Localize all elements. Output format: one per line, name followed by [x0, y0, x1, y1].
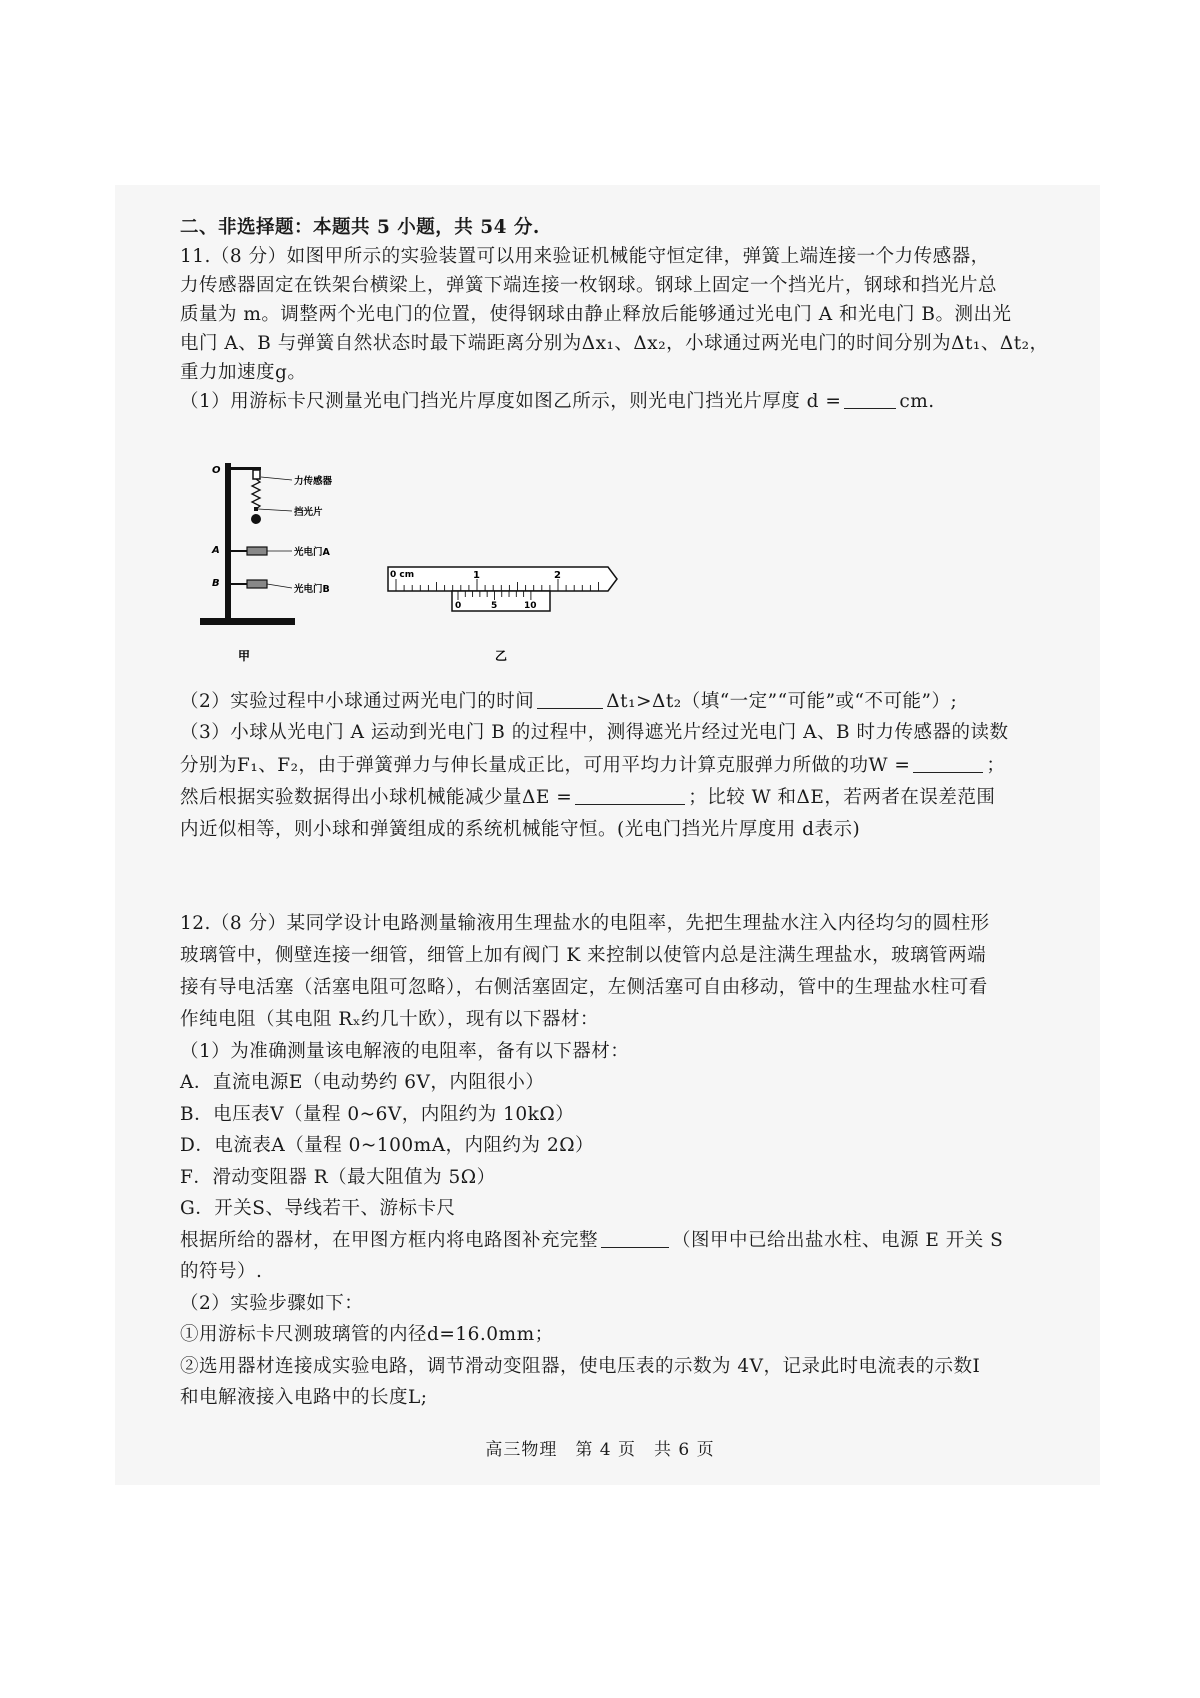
q12-line-5: （1）为准确测量该电解液的电阻率，备有以下器材：: [180, 1041, 630, 1062]
gate-b-shape: [247, 580, 267, 588]
q11-part1: [180, 387, 935, 413]
main-2-label: 2: [554, 570, 561, 581]
label-sensor: 力传感器: [294, 476, 333, 487]
q11-part2: [180, 687, 957, 713]
fig-jia-label: 甲: [238, 649, 251, 663]
stand-pole: [225, 463, 231, 618]
vern-0-label: 0: [455, 601, 462, 611]
gate-a-shape: [247, 547, 267, 555]
label-gate-a: 光电门A: [294, 547, 330, 558]
main-0-label: 0 cm: [390, 570, 415, 580]
q12-equip-g: G．开关S、导线若干、游标卡尺: [180, 1198, 456, 1219]
q11-line-3: 质量为 m。调整两个光电门的位置，使得钢球由静止释放后能够通过光电门 A 和光电门 B。测出光: [180, 304, 1012, 325]
q11-part3-text-2: 分别为F₁、F₂，由于弹簧弹力与伸长量成正比，可用平均力计算克服弹力所做的功W =: [180, 755, 911, 776]
q12-step-1: ①用游标卡尺测玻璃管的内径d=16.0mm；: [180, 1324, 554, 1345]
spring-shape: [252, 479, 260, 509]
q11-part3-line-2: [180, 751, 1005, 777]
vern-5-label: 5: [491, 601, 498, 611]
page-footer: 高三物理 第 4 页 共 6 页: [485, 1440, 715, 1460]
q11-part1-text: （1）用游标卡尺测量光电门挡光片厚度如图乙所示，则光电门挡光片厚度 d =: [180, 391, 842, 412]
main-1-label: 1: [473, 570, 480, 581]
q11-part3-line-1: （3）小球从光电门 A 运动到光电门 B 的过程中，测得遮光片经过光电门 A、B 时力传感器的读数: [180, 722, 1009, 743]
label-A: A: [212, 545, 220, 556]
label-shade: 挡光片: [294, 507, 323, 518]
q12-step-2-cont: 和电解液接入电路中的长度L;: [180, 1387, 428, 1408]
vern-10-label: 10: [524, 601, 537, 611]
q11-line-2: 力传感器固定在铁架台横梁上，弹簧下端连接一枚钢球。钢球上固定一个挡光片，钢球和挡光片总: [180, 275, 998, 296]
q12-equip-d: D．电流表A（量程 0~100mA，内阻约为 2Ω）: [180, 1135, 595, 1156]
stand-base: [200, 618, 295, 625]
label-gate-b: 光电门B: [294, 584, 330, 595]
q11-part3-semicolon: ；: [986, 755, 1006, 776]
q11-part1-unit: cm.: [899, 391, 935, 412]
q12-equip-a: A．直流电源E（电动势约 6V，内阻很小）: [180, 1072, 545, 1093]
answer-blank-time[interactable]: [537, 690, 603, 709]
q12-circuit-text: 根据所给的器材，在甲图方框内将电路图补充完整: [180, 1230, 599, 1251]
label-B: B: [212, 578, 220, 589]
q11-part3-line-3: [180, 783, 995, 809]
figure-area: [200, 455, 650, 670]
q12-equip-f: F．滑动变阻器 R（最大阻值为 5Ω）: [180, 1167, 496, 1188]
answer-blank-circuit[interactable]: [601, 1229, 669, 1248]
q12-steps-title: （2）实验步骤如下：: [180, 1293, 364, 1314]
apparatus-figure: [200, 455, 650, 670]
label-O: O: [212, 465, 221, 476]
q12-circuit-tail: （图甲中已给出盐水柱、电源 E 开关 S: [672, 1230, 1004, 1251]
section-title: 二、非选择题：本题共 5 小题，共 54 分.: [180, 217, 540, 238]
q11-part2-text: （2）实验过程中小球通过两光电门的时间: [180, 691, 535, 712]
q11-part2-tail: Δt₁>Δt₂（填“一定”“可能”或“不可能”）;: [606, 691, 958, 712]
q12-equip-b: B．电压表V（量程 0~6V，内阻约为 10kΩ）: [180, 1104, 575, 1125]
fig-yi-label: 乙: [495, 649, 508, 663]
q12-line-1: 12.（8 分）某同学设计电路测量输液用生理盐水的电阻率，先把生理盐水注入内径均匀的圆柱形: [180, 913, 990, 934]
q11-line-1: 11.（8 分）如图甲所示的实验装置可以用来验证机械能守恒定律，弹簧上端连接一个力传感器，: [180, 246, 990, 267]
answer-blank-work[interactable]: [913, 754, 983, 773]
answer-blank-energy[interactable]: [575, 786, 685, 805]
q12-line-3: 接有导电活塞（活塞电阻可忽略），右侧活塞固定，左侧活塞可自由移动，管中的生理盐水柱可看: [180, 977, 988, 998]
q12-line-4: 作纯电阻（其电阻 Rₓ约几十欧），现有以下器材：: [180, 1009, 599, 1030]
steel-ball: [251, 514, 261, 524]
shade-plate: [254, 507, 258, 511]
q11-line-4: 电门 A、B 与弹簧自然状态时最下端距离分别为Δx₁、Δx₂，小球通过两光电门的时间分别为Δt₁、Δt₂，: [180, 333, 1049, 354]
q11-part3-text-3: 然后根据实验数据得出小球机械能减少量ΔE =: [180, 787, 573, 808]
q12-circuit-line-2: 的符号）.: [180, 1261, 263, 1282]
q11-part3-line-4: 内近似相等，则小球和弹簧组成的系统机械能守恒。(光电门挡光片厚度用 d表示): [180, 819, 861, 840]
q12-line-2: 玻璃管中，侧壁连接一细管，细管上加有阀门 K 来控制以使管内总是注满生理盐水，玻璃管两端: [180, 945, 987, 966]
q12-circuit-line-1: [180, 1226, 1003, 1252]
q11-line-5: 重力加速度g。: [180, 362, 307, 383]
answer-blank-d[interactable]: [844, 390, 896, 409]
force-sensor-shape: [253, 470, 260, 479]
q11-part3-tail-3: ；比较 W 和ΔE，若两者在误差范围: [688, 787, 996, 808]
q12-step-2: ②选用器材连接成实验电路，调节滑动变阻器，使电压表的示数为 4V，记录此时电流表的示数I: [180, 1356, 981, 1377]
